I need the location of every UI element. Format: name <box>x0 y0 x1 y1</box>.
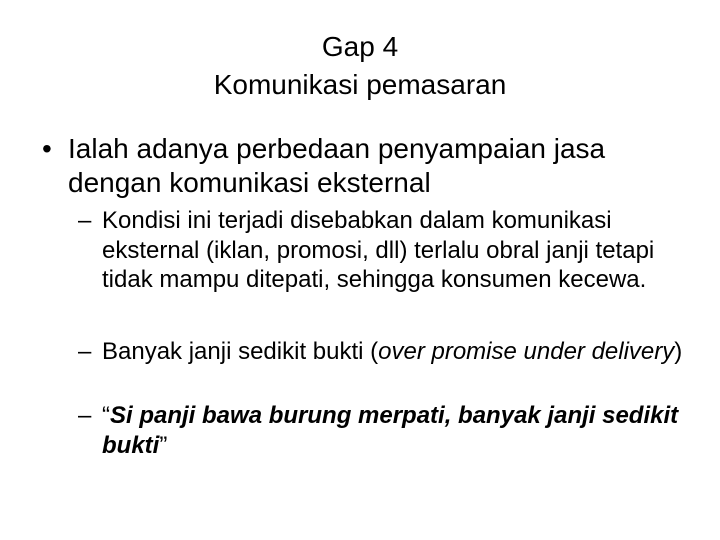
main-bullet <box>42 132 682 200</box>
sub-bullet-text-close: ) <box>674 338 683 365</box>
close-quote: ” <box>159 431 168 459</box>
title-line-2: Komunikasi pemasaran <box>213 69 507 100</box>
main-bullet-text: Ialah adanya perbedaan penyampaian jasa dengan komunikasi eksternal <box>68 133 606 198</box>
quote-text: Si panji bawa burung merpati, banyak janji sedikit bukti <box>102 402 679 459</box>
sub-bullet-text: Kondisi ini terjadi disebabkan dalam komunikasi eksternal (iklan, promosi, dll) terlalu obral janji tetapi tidak mampu ditepati, sehingga konsumen kecewa. <box>102 207 655 293</box>
sub-bullet-2 <box>78 337 698 367</box>
sub-bullet-text-plain: Banyak janji sedikit bukti ( <box>102 338 379 365</box>
sub-bullet-1 <box>78 206 698 295</box>
sub-bullet-dash: – <box>78 207 92 234</box>
sub-bullet-dash: – <box>78 338 92 365</box>
sub-bullet-text <box>102 337 698 367</box>
slide-title <box>0 28 720 104</box>
bullet-marker: • <box>42 133 52 164</box>
sub-bullet-3 <box>78 401 698 460</box>
title-line-1: Gap 4 <box>321 31 399 62</box>
sub-bullet-dash: – <box>78 402 92 429</box>
open-quote: “ <box>102 402 110 429</box>
sub-bullet-text <box>102 401 698 460</box>
sub-bullet-text-italic: over promise under delivery <box>378 338 675 365</box>
